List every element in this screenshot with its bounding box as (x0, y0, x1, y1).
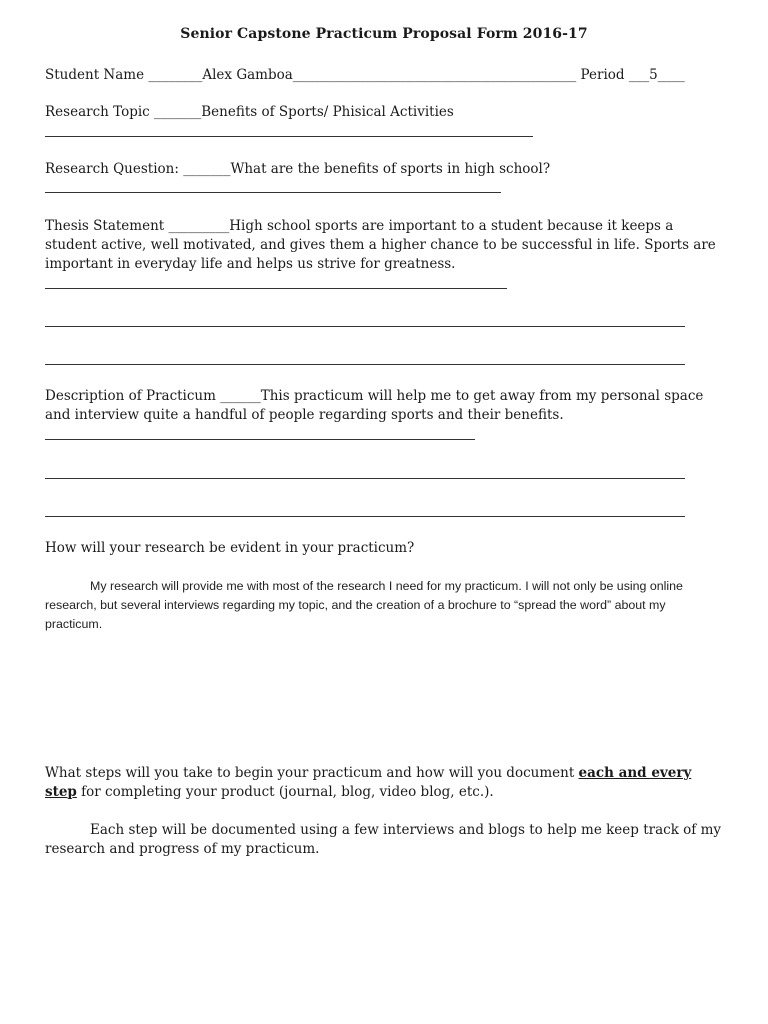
steps-answer (45, 821, 725, 859)
page-title: Senior Capstone Practicum Proposal Form 2016-17 (180, 26, 588, 42)
description-underline-3 (45, 516, 685, 517)
research-question-underline (45, 192, 501, 193)
student-name-line: Student Name ________Alex Gamboa__________________________________________ Period ___5____ (45, 67, 685, 83)
evidence-question: How will your research be evident in your practicum? (45, 540, 415, 556)
steps-question-text-2: for completing your product (journal, blog, video blog, etc.). (76, 784, 494, 800)
thesis-underline-1 (45, 288, 507, 289)
description-underline-2 (45, 478, 685, 479)
thesis-underline-3 (45, 364, 685, 365)
research-question-line: Research Question: _______What are the benefits of sports in high school? (45, 161, 551, 177)
evidence-answer (45, 577, 725, 634)
thesis-statement: Thesis Statement _________High school sports are important to a student because it keeps a student active, well motivated, and gives them a higher chance to be successful in life. Sports are important in everyday life and helps us strive for greatness. (45, 218, 716, 272)
evidence-answer-text: My research will provide me with most of the research I need for my practicum. I will not only be using online research, but several interviews regarding my topic, and the creation of a brochure to “spread the word” about my practicum. (45, 579, 683, 631)
practicum-description: Description of Practicum ______This practicum will help me to get away from my personal space and interview quite a handful of people regarding sports and their benefits. (45, 388, 704, 423)
steps-question-text-1: What steps will you take to begin your practicum and how will you document (45, 765, 579, 781)
steps-question (45, 764, 725, 802)
research-topic-line: Research Topic _______Benefits of Sports/ Phisical Activities (45, 104, 454, 120)
steps-answer-text: Each step will be documented using a few interviews and blogs to help me keep track of my research and progress of my practicum. (45, 822, 722, 857)
research-topic-underline (45, 136, 533, 137)
description-underline-1 (45, 439, 475, 440)
thesis-underline-2 (45, 326, 685, 327)
steps-question-emphasis: each and every step (45, 765, 692, 800)
